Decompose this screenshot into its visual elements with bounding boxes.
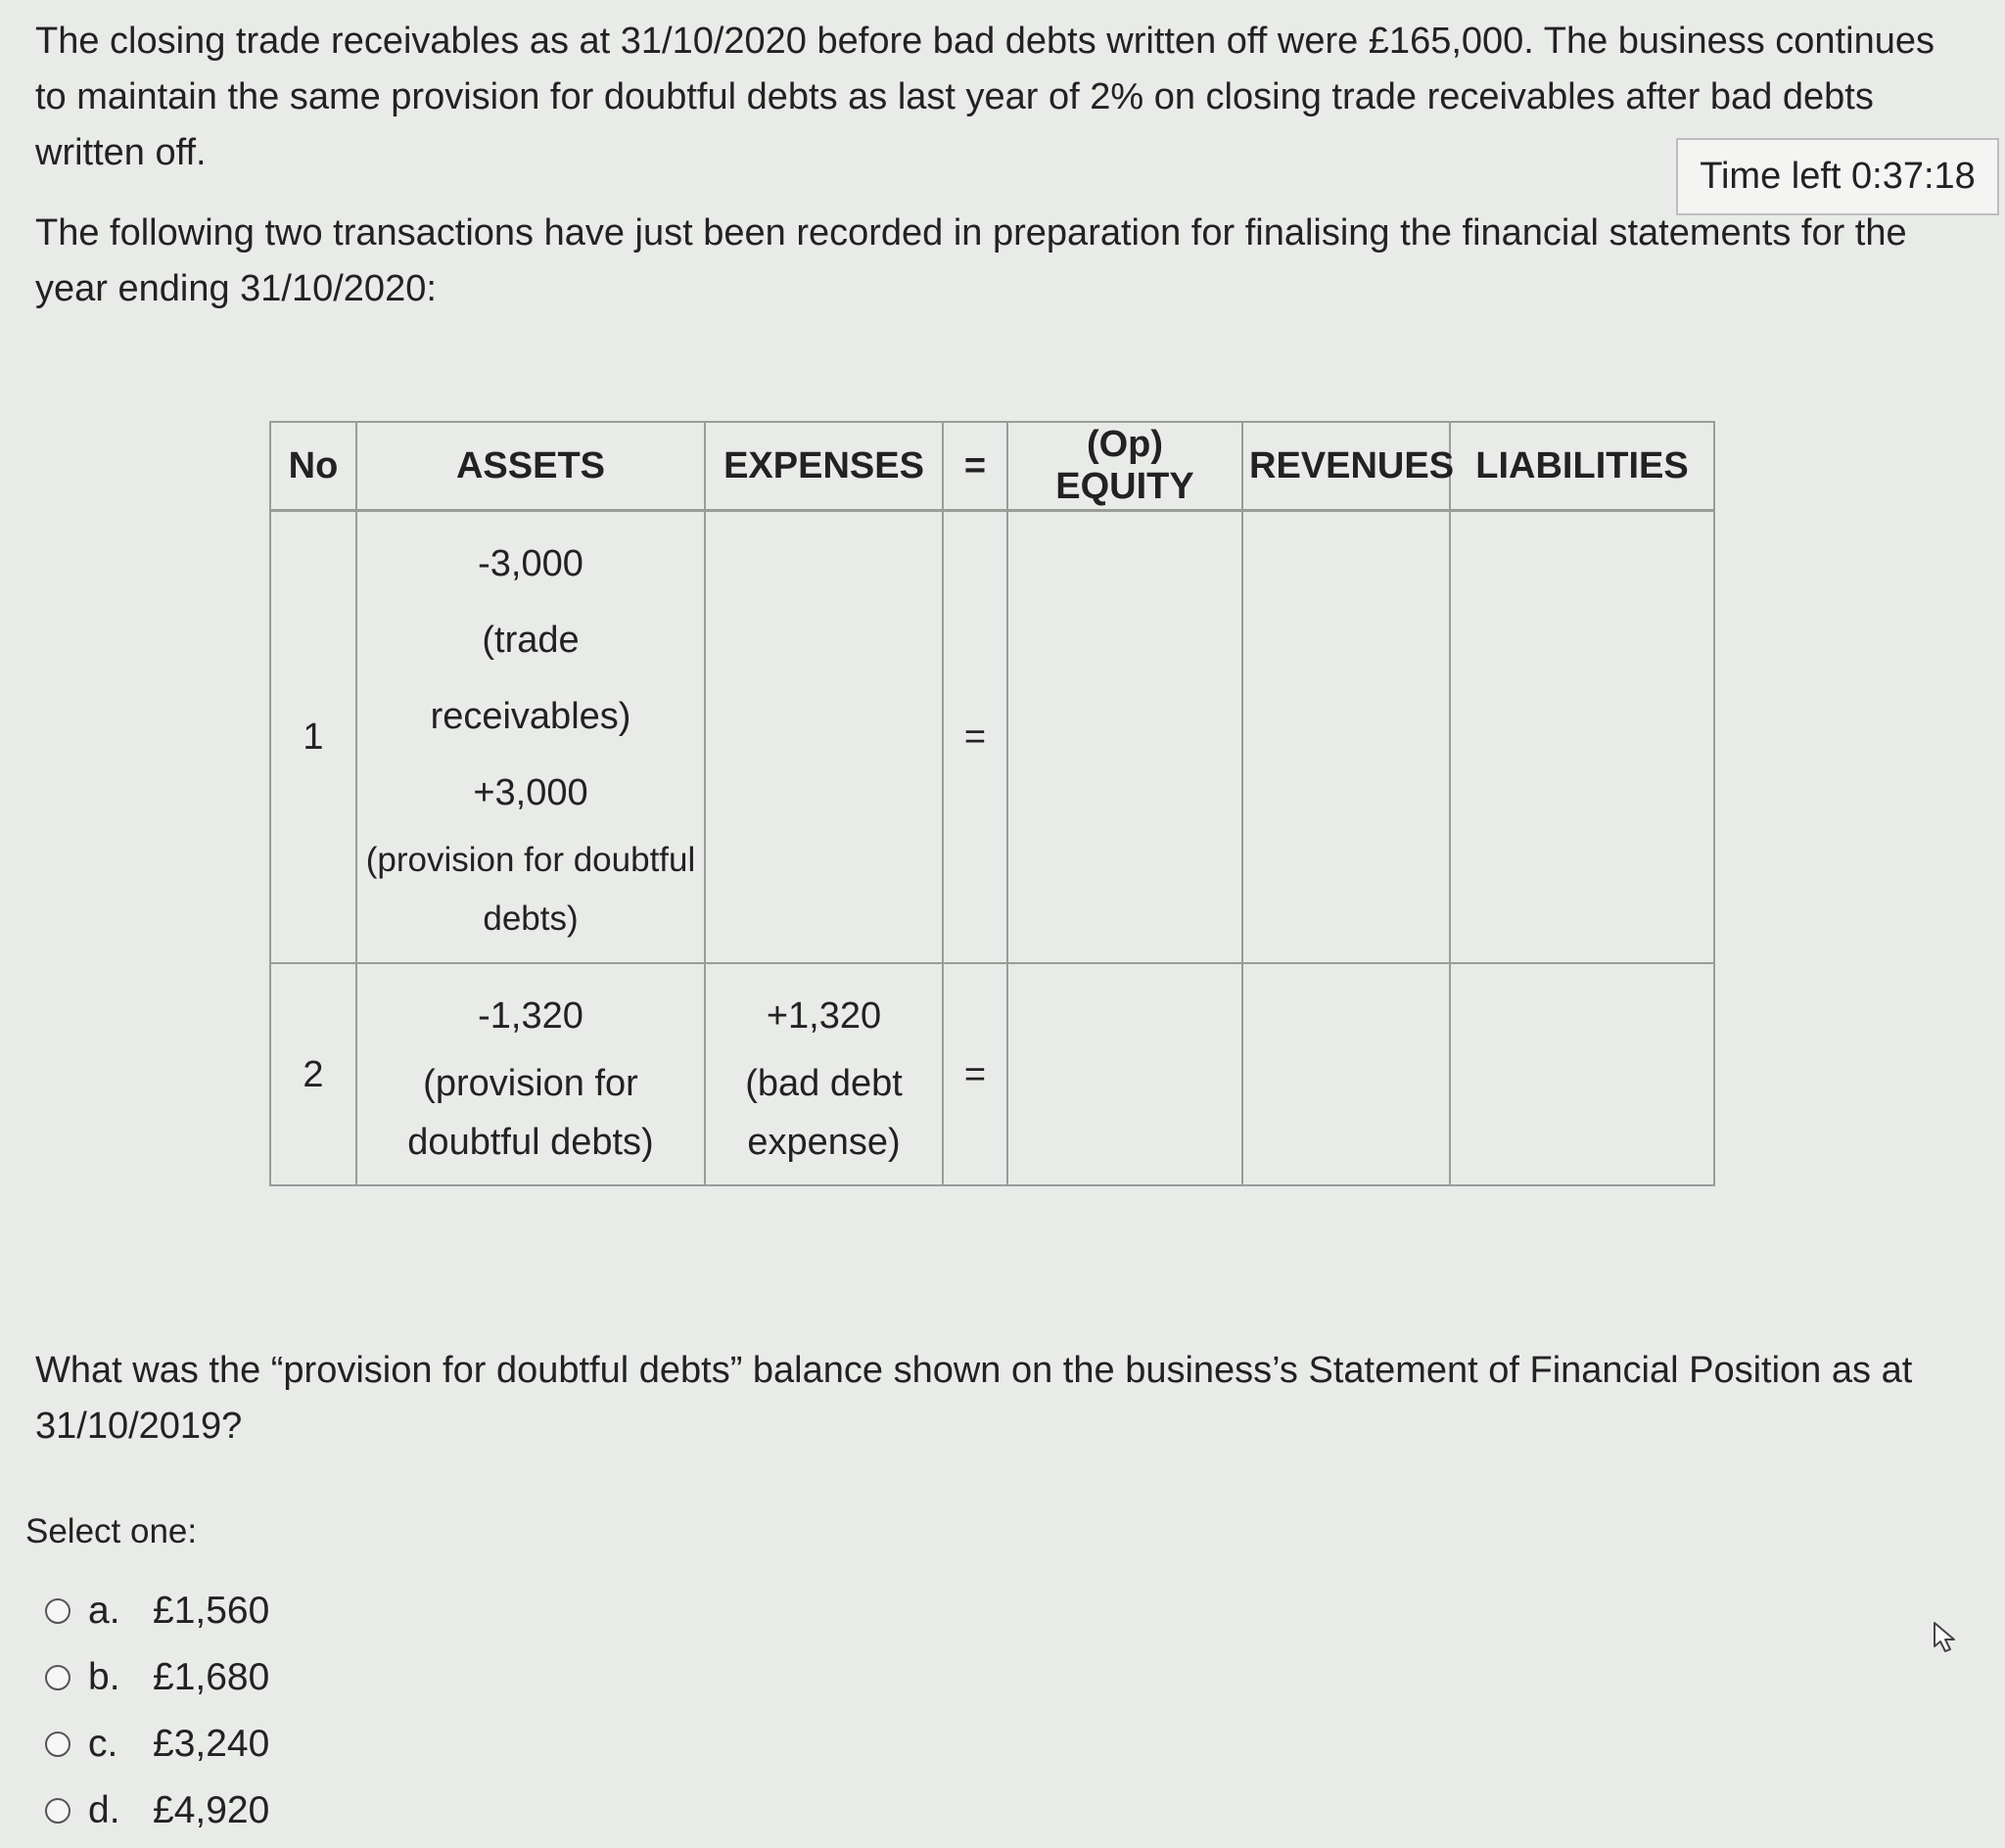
mouse-pointer-icon — [1931, 1617, 1966, 1656]
table-header-row — [270, 422, 1714, 511]
radio-button[interactable] — [45, 1598, 70, 1624]
option-letter: b. — [88, 1656, 120, 1698]
assets-value: +3,000 — [473, 772, 588, 813]
equals-sign: = — [943, 511, 1007, 964]
expenses-note: (bad debt — [745, 1062, 903, 1104]
option-value: £1,560 — [153, 1590, 270, 1632]
table-row — [270, 963, 1714, 1185]
option-value: £4,920 — [153, 1789, 270, 1831]
option-value: £3,240 — [153, 1723, 270, 1765]
option-letter: d. — [88, 1789, 120, 1831]
assets-cell — [356, 511, 705, 964]
row-number: 1 — [270, 511, 356, 964]
liabilities-cell — [1450, 511, 1714, 964]
assets-note: receivables) — [430, 696, 631, 737]
intro-paragraph: The closing trade receivables as at 31/10/2020 before bad debts written off were £165,000. The business continues to maintain the same provision for doubtful debts as last year of 2% on closing trade receivables after bad debts written off. — [35, 21, 1935, 173]
assets-value: -1,320 — [478, 994, 583, 1037]
assets-cell — [356, 963, 705, 1185]
header-equity: (Op) EQUITY — [1007, 422, 1242, 511]
revenues-cell — [1242, 963, 1450, 1185]
option-b[interactable] — [45, 1644, 269, 1711]
expenses-note: expense) — [747, 1121, 901, 1163]
question-text: What was the “provision for doubtful debts” balance shown on the business’s Statement of Financial Position as at 31/10/2019? — [35, 1350, 1913, 1447]
accounting-equation-table — [269, 421, 1715, 1186]
header-assets: ASSETS — [356, 422, 705, 511]
radio-button[interactable] — [45, 1798, 70, 1824]
header-equals: = — [943, 422, 1007, 511]
equity-cell — [1007, 963, 1242, 1185]
header-liabilities: LIABILITIES — [1450, 422, 1714, 511]
table-row — [270, 511, 1714, 964]
assets-note: doubtful debts) — [407, 1121, 654, 1163]
option-letter: c. — [88, 1723, 118, 1765]
liabilities-cell — [1450, 963, 1714, 1185]
revenues-cell — [1242, 511, 1450, 964]
header-expenses: EXPENSES — [705, 422, 943, 511]
radio-button[interactable] — [45, 1732, 70, 1757]
radio-button[interactable] — [45, 1665, 70, 1690]
equals-sign: = — [943, 963, 1007, 1185]
assets-value: -3,000 — [478, 543, 583, 584]
time-left-timer: Time left 0:37:18 — [1676, 138, 1999, 215]
expenses-value: +1,320 — [766, 994, 882, 1037]
expenses-cell — [705, 963, 943, 1185]
header-no: No — [270, 422, 356, 511]
select-one-label: Select one: — [25, 1512, 198, 1550]
option-d[interactable] — [45, 1778, 269, 1844]
option-c[interactable] — [45, 1711, 269, 1778]
assets-note: (provision for doubtful — [365, 841, 696, 879]
row-number: 2 — [270, 963, 356, 1185]
assets-note: debts) — [483, 900, 579, 938]
expenses-cell — [705, 511, 943, 964]
transactions-intro-paragraph: The following two transactions have just been recorded in preparation for finalising the financial statements for the year ending 31/10/2020: — [35, 212, 1907, 309]
equity-cell — [1007, 511, 1242, 964]
option-letter: a. — [88, 1590, 120, 1632]
assets-note: (trade — [482, 620, 580, 661]
option-value: £1,680 — [153, 1656, 270, 1698]
option-a[interactable] — [45, 1578, 269, 1644]
assets-note: (provision for — [423, 1062, 638, 1104]
header-revenues: REVENUES — [1242, 422, 1450, 511]
answer-options — [45, 1578, 269, 1844]
